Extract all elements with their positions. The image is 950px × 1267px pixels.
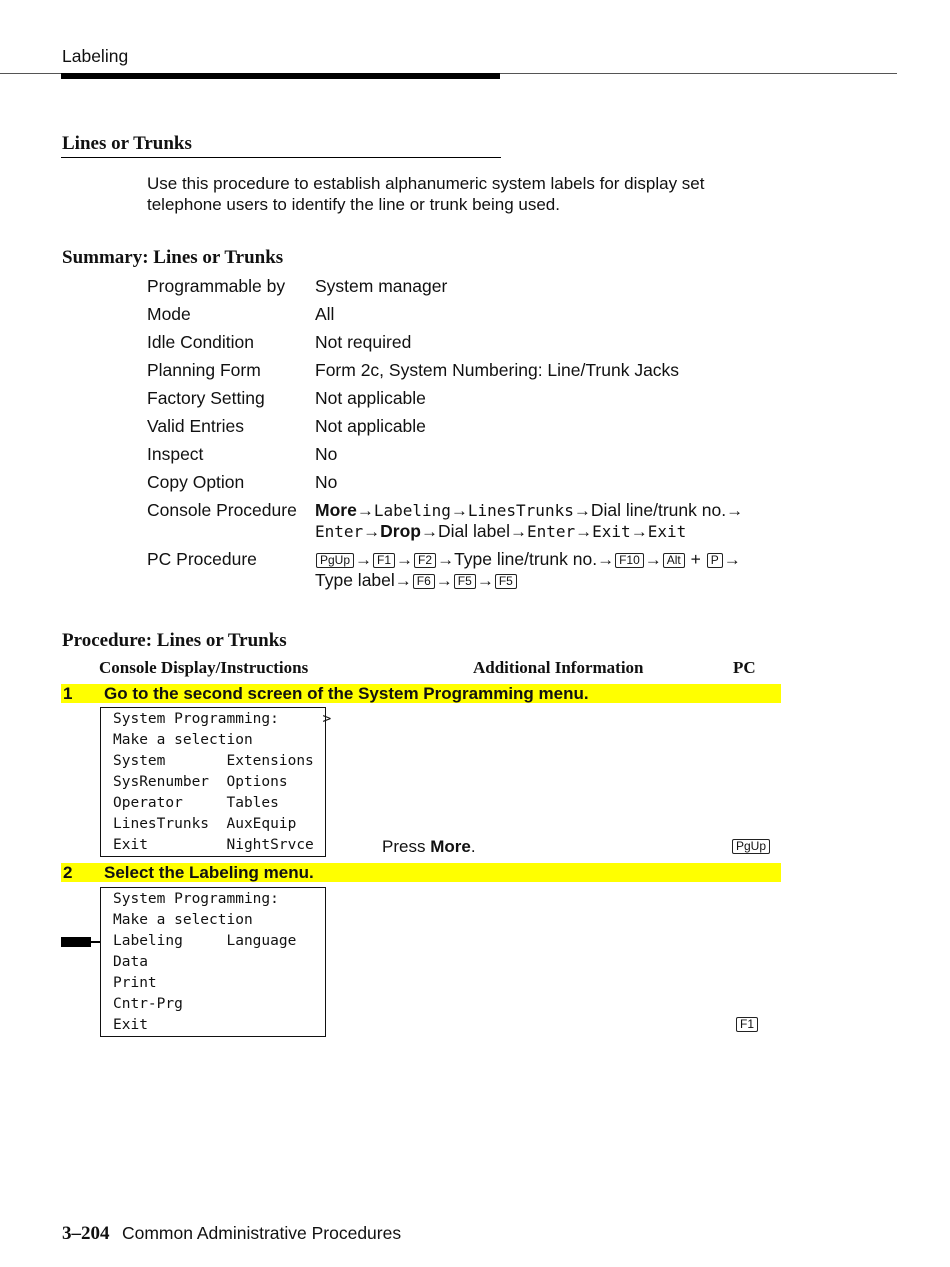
pc-type-no: Type line/trunk no. bbox=[454, 549, 598, 569]
page-footer bbox=[62, 1223, 401, 1245]
arrow-icon: → bbox=[723, 550, 741, 569]
p-key-icon: P bbox=[707, 553, 723, 568]
pc-type-label: Type label bbox=[315, 570, 395, 590]
console-procedure-line-1 bbox=[315, 500, 743, 521]
screen-line: SysRenumber Options bbox=[113, 774, 288, 790]
screen-line: Labeling Language bbox=[113, 933, 297, 949]
section-title-rule bbox=[61, 157, 501, 158]
arrow-icon: → bbox=[437, 550, 455, 569]
f5-key-icon: F5 bbox=[454, 574, 476, 589]
arrow-icon: → bbox=[573, 501, 591, 520]
info-key: More bbox=[430, 837, 471, 856]
summary-label: Planning Form bbox=[147, 360, 261, 380]
f5-key-icon: F5 bbox=[495, 574, 517, 589]
screen-line: System Programming: bbox=[113, 891, 279, 907]
screen-line: Make a selection bbox=[113, 912, 253, 928]
console-exit: Exit bbox=[592, 522, 631, 541]
arrow-icon: → bbox=[575, 522, 593, 541]
pc-procedure-label: PC Procedure bbox=[147, 549, 257, 569]
f1-key-icon: F1 bbox=[373, 553, 395, 568]
f6-key-icon: F6 bbox=[413, 574, 435, 589]
arrow-icon: → bbox=[363, 522, 381, 541]
summary-label: Idle Condition bbox=[147, 332, 255, 352]
f2-key-icon: F2 bbox=[414, 553, 436, 568]
column-header-console: Console Display/Instructions bbox=[99, 658, 309, 677]
summary-value: No bbox=[315, 444, 338, 464]
info-text-end: . bbox=[470, 837, 476, 856]
screen-line: System Extensions bbox=[113, 753, 314, 769]
screen-line: Operator Tables bbox=[113, 795, 279, 811]
console-procedure-label: Console Procedure bbox=[147, 500, 297, 520]
arrow-icon: → bbox=[421, 522, 438, 541]
screen-line: Data bbox=[113, 954, 148, 970]
summary-value: All bbox=[315, 304, 335, 324]
screen-line: Print bbox=[113, 975, 157, 991]
screen-line: Exit NightSrvce bbox=[113, 837, 314, 853]
additional-info bbox=[382, 837, 476, 857]
summary-value: Not applicable bbox=[315, 416, 426, 436]
summary-value: Not applicable bbox=[315, 388, 426, 408]
summary-label: Factory Setting bbox=[147, 388, 265, 408]
page-number: 3–204 bbox=[62, 1223, 110, 1244]
footer-title: Common Administrative Procedures bbox=[121, 1223, 402, 1243]
arrow-icon: → bbox=[509, 522, 527, 541]
console-exit: Exit bbox=[647, 522, 687, 541]
intro-line-1: Use this procedure to establish alphanumeric system labels for display set bbox=[147, 174, 705, 193]
summary-label: Mode bbox=[147, 304, 191, 324]
summary-label: Valid Entries bbox=[147, 416, 244, 436]
arrow-icon: → bbox=[435, 571, 453, 590]
console-procedure-line-2 bbox=[315, 521, 686, 542]
column-header-pc: PC bbox=[733, 658, 756, 677]
screen-line: Make a selection bbox=[113, 732, 253, 748]
summary-value: Form 2c, System Numbering: Line/Trunk Jacks bbox=[315, 360, 680, 380]
pgup-key-icon: PgUp bbox=[732, 839, 770, 854]
pgup-key-icon: PgUp bbox=[316, 553, 354, 568]
arrow-icon: → bbox=[355, 550, 373, 569]
screen-line: Exit bbox=[113, 1017, 148, 1033]
pc-key-cell bbox=[731, 838, 771, 856]
intro-line-2: telephone users to identify the line or trunk being used. bbox=[147, 195, 560, 214]
summary-label: Programmable by bbox=[147, 276, 286, 296]
plus-sign: + bbox=[690, 549, 701, 569]
step-number: 2 bbox=[63, 863, 73, 882]
summary-value: System manager bbox=[315, 276, 448, 296]
arrow-icon: → bbox=[450, 501, 468, 520]
step-1-banner bbox=[61, 684, 781, 703]
arrow-icon: → bbox=[726, 501, 744, 520]
console-display-screen bbox=[100, 707, 332, 857]
header-bar bbox=[61, 73, 500, 79]
arrow-icon: → bbox=[597, 550, 615, 569]
screen-line: Cntr-Prg bbox=[113, 996, 183, 1012]
arrow-icon: → bbox=[644, 550, 662, 569]
arrow-icon: → bbox=[476, 571, 494, 590]
section-title: Lines or Trunks bbox=[62, 133, 192, 154]
f10-key-icon: F10 bbox=[615, 553, 644, 568]
selection-pointer-line-icon bbox=[91, 941, 100, 943]
console-more: More bbox=[315, 500, 357, 520]
column-header-info: Additional Information bbox=[473, 658, 644, 677]
pc-key-cell bbox=[735, 1016, 759, 1034]
console-labeling: Labeling bbox=[373, 501, 451, 520]
summary-label: Copy Option bbox=[147, 472, 245, 492]
console-enter: Enter bbox=[526, 522, 576, 541]
arrow-icon: → bbox=[356, 501, 374, 520]
arrow-icon: → bbox=[394, 571, 412, 590]
pc-procedure-line-2 bbox=[315, 570, 518, 591]
summary-title: Summary: Lines or Trunks bbox=[62, 247, 284, 268]
arrow-icon: → bbox=[630, 522, 648, 541]
summary-value: Not required bbox=[315, 332, 412, 352]
f1-key-icon: F1 bbox=[736, 1017, 758, 1032]
procedure-title: Procedure: Lines or Trunks bbox=[62, 630, 287, 651]
console-enter: Enter bbox=[315, 522, 364, 541]
alt-key-icon: Alt bbox=[663, 553, 685, 568]
console-dial: Dial line/trunk no. bbox=[590, 500, 727, 520]
step-instruction: Select the Labeling menu. bbox=[104, 863, 314, 882]
summary-value: No bbox=[315, 472, 338, 492]
screen-line: System Programming: > bbox=[113, 711, 332, 727]
step-number: 1 bbox=[63, 684, 73, 703]
step-2-banner bbox=[61, 863, 781, 882]
arrow-icon: → bbox=[396, 550, 414, 569]
console-linestrunks: LinesTrunks bbox=[467, 501, 574, 520]
console-drop: Drop bbox=[380, 521, 421, 541]
console-dial-label: Dial label bbox=[438, 521, 510, 541]
info-text: Press bbox=[382, 837, 431, 856]
running-header: Labeling bbox=[62, 46, 129, 66]
screen-line: LinesTrunks AuxEquip bbox=[113, 816, 297, 832]
pc-procedure-line-1 bbox=[315, 549, 741, 570]
selection-pointer-icon bbox=[61, 937, 91, 947]
step-instruction: Go to the second screen of the System Programming menu. bbox=[104, 684, 589, 703]
summary-label: Inspect bbox=[147, 444, 204, 464]
console-display-screen bbox=[100, 887, 326, 1037]
